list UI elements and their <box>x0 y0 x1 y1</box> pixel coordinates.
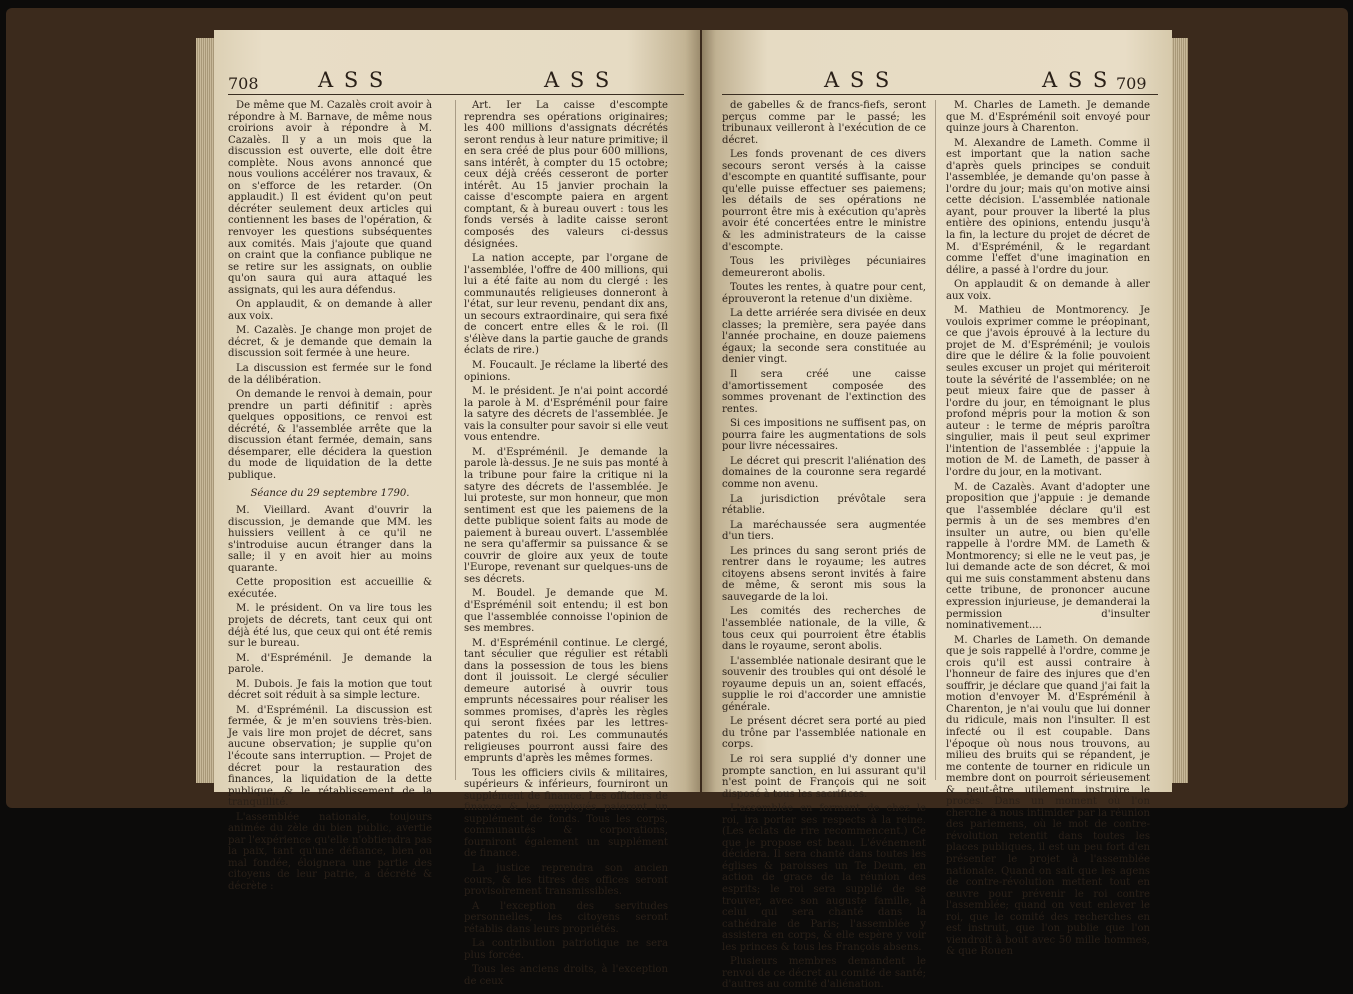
paragraph: La discussion est fermée sur le fond de la délibération. <box>228 363 432 386</box>
running-head: A S S <box>544 68 612 92</box>
running-head: A S S <box>824 68 892 92</box>
paragraph: de gabelles & de francs-fiefs, seront perçus comme par le passé; les tribunaux veilleront à l'exécution de ce décret. <box>722 100 926 146</box>
paragraph: M. Foucault. Je réclame la liberté des opinions. <box>464 360 668 383</box>
paragraph: M. d'Espréménil continue. Le clergé, tant séculier que régulier est rétabli dans la possession de tous les biens dont il jouissoit. Le clergé séculier demeure autorisé à ouvrir tous emprunts nécessaires pour réaliser les sommes promises, d'après les règles qui seront fixées par les lettres-patentes du roi. Les communautés religieuses pourront aussi faire des emprunts d'après les mêmes formes. <box>464 637 668 765</box>
paragraph: Tous les officiers civils & militaires, supérieurs & inférieurs, fourniront un supplément de finance. Les officiers de finance & les employés paieront un supplément de fonds. Tous les corps, communautés & corporations, fourniront également un supplément de finance. <box>464 767 668 860</box>
left-page-edges <box>196 38 214 783</box>
book <box>6 8 1348 991</box>
paragraph: M. le président. On va lire tous les projets de décrets, tant ceux qui ont déjà été lus, que ceux qui ont été remis sur le bureau. <box>228 603 432 650</box>
header-rule <box>228 94 684 95</box>
paragraph: M. d'Espréménil. Je demande la parole. <box>228 652 432 676</box>
paragraph: La dette arriérée sera divisée en deux classes; la première, sera payée dans l'année prochaine, en douze paiemens égaux; la seconde sera constituée au denier vingt. <box>722 308 926 366</box>
paragraph: La contribution patriotique ne sera plus forcée. <box>464 938 668 961</box>
paragraph: M. Vieillard. Avant d'ouvrir la discussion, je demande que MM. les huissiers veillent à ce qu'il ne s'introduise aucun étranger dans la salle; il y en avoit hier au moins quarante. <box>228 505 432 574</box>
paragraph: Le décret qui prescrit l'aliénation des domaines de la couronne sera regardé comme non avenu. <box>722 455 926 490</box>
text-column <box>228 100 432 896</box>
paragraph: Les fonds provenant de ces divers secours seront versés à la caisse d'escompte en quantité suffisante, pour qu'elle puisse effectuer ses paiemens; les détails de ses opérations ne pourront être mis à exécution qu'après avoir été concertées entre le ministre & les administrateurs de la caisse d'escompte. <box>722 149 926 253</box>
paragraph: L'assemblée nationale, toujours animée du zèle du bien public, avertie par l'expérience qu'elle n'obtiendra pas la paix, tant qu'une défiance, bien ou mal fondée, éloignera une partie des citoyens de leur patrie, a décrété & décrète : <box>228 811 432 892</box>
paragraph: On demande le renvoi à demain, pour prendre un parti définitif : après quelques oppositions, ce renvoi est décrété, & l'assemblée arrête que la discussion étant fermée, demain, sans désemparer, elle décidera la question du mode de liquidation de la dette publique. <box>228 389 432 481</box>
paragraph: Les princes du sang seront priés de rentrer dans le royaume; les autres citoyens absens seront invités à faire de même, & seront mis sous la sauvegarde de la loi. <box>722 545 926 603</box>
paragraph: Il sera créé une caisse d'amortissement composée des sommes provenant de l'extinction des rentes. <box>722 369 926 415</box>
paragraph: Le présent décret sera porté au pied du trône par l'assemblée nationale en corps. <box>722 716 926 751</box>
paragraph: Les comités des recherches de l'assemblée nationale, de la ville, & tous ceux qui pourroient être établis dans le royaume, seront abolis. <box>722 606 926 653</box>
text-column <box>946 100 1150 961</box>
paragraph: M. Mathieu de Montmorency. Je voulois exprimer comme le préopinant, ce que j'avois éprouvé à la lecture du projet de M. d'Espréménil; je voulois dire que le délire & la folie pouvoient seules excuser un projet qui mériteroit toute la sévérité de l'assemblée; on ne peut mieux faire que de passer à l'ordre du jour, en témoignant le plus profond mépris pour la motion & son auteur : le terme de mépris paroîtra singulier, mais il peut seul exprimer l'intention de l'assemblée : j'appuie la motion de M. de Lameth, de passer à l'ordre du jour, en la motivant. <box>946 305 1150 478</box>
paragraph: M. Dubois. Je fais la motion que tout décret soit réduit à sa simple lecture. <box>228 678 432 702</box>
paragraph: On applaudit, & on demande à aller aux voix. <box>228 299 432 322</box>
paragraph: M. le président. Je n'ai point accordé la parole à M. d'Espréménil pour faire la satyre des décrets de l'assemblée. Je vais la consulter pour savoir si elle veut vous entendre. <box>464 386 668 444</box>
left-page <box>214 30 700 987</box>
right-page-edges <box>1172 38 1188 783</box>
paragraph: L'assemblée nationale desirant que le souvenir des troubles qui ont désolé le royaume depuis un an, soient effacés, supplie le roi d'accorder une amnistie générale. <box>722 655 926 713</box>
paragraph: On applaudit & on demande à aller aux voix. <box>946 279 1150 302</box>
paragraph: M. Alexandre de Lameth. Comme il est important que la nation sache d'après quels principes se conduit l'assemblée, je demande qu'on passe à l'ordre du jour; mais qu'on motive ainsi cette décision. L'assemblée nationale ayant, pour prouver la liberté la plus entière des opinions, entendu jusqu'à la fin, la lecture du projet de décret de M. d'Espréménil, & le regardant comme l'effet d'une imagination en délire, a passé à l'ordre du jour. <box>946 137 1150 276</box>
column-divider <box>455 100 456 780</box>
column-divider <box>935 100 936 780</box>
paragraph: La jurisdiction prévôtale sera rétablie. <box>722 493 926 517</box>
paragraph: Cette proposition est accueillie & exécutée. <box>228 577 432 600</box>
paragraph: Toutes les rentes, à quatre pour cent, éprouveront la retenue d'un dixième. <box>722 282 926 305</box>
paragraph: M. Cazalès. Je change mon projet de décret, & je demande que demain la discussion soit fermée à une heure. <box>228 325 432 360</box>
page-number: 708 <box>228 74 259 93</box>
paragraph: La justice reprendra son ancien cours, & les titres des offices seront provisoirement transmissibles. <box>464 863 668 898</box>
paragraph: M. Charles de Lameth. On demande que je sois rappellé à l'ordre, comme je crois qu'il est aussi contraire à l'honneur de faire des injures que d'en souffrir, je déclare que quand j'ai fait la motion d'envoyer M. d'Espréménil à Charenton, je n'ai voulu que lui donner du ridicule, mais non l'insulter. Il est infecté ou il est coupable. Dans l'époque où nous nous trouvons, au milieu des bruits qui se répandent, je me contente de tourner en ridicule un membre dont on pourroit sérieusement & peut-être utilement instruire le procès. Dans un moment où l'on cherche à nous intimider par la réunion des parlemens, où le mot de contre-révolution retentit dans toutes les places publiques, il est un peu fort d'en présenter le projet à l'assemblée nationale. Quand on sait que les agens de contre-révolution mettent tout en œuvre pour prévenir le roi contre l'assemblée; quand on veut enlever le roi, que le comité des recherches en est instruit, que l'on publie que l'on viendroit à bout avec 50 mille hommes, & que Rouen <box>946 634 1150 958</box>
paragraph: M. d'Espréménil. Je demande la parole là-dessus. Je ne suis pas monté à la tribune pour faire la critique ni la satyre des décrets de l'assemblée. Je lui proteste, sur mon honneur, que mon sentiment est que les paiemens de la dette publique soient faits au mode de paiement à bureau ouvert. L'assemblée ne sera qu'affermir sa puissance & se couvrir de gloire aux yeux de toute l'Europe, revenant sur quelques-uns de ses décrets. <box>464 446 668 585</box>
paragraph: Si ces impositions ne suffisent pas, on pourra faire les augmentations de sols pour livre nécessaires. <box>722 418 926 453</box>
page-number: 709 <box>1116 74 1147 93</box>
paragraph: Tous les anciens droits, à l'exception de ceux <box>464 964 668 987</box>
running-head: A S S <box>318 68 386 92</box>
text-column <box>722 100 926 994</box>
paragraph: L'assemblée en formant de chez le roi, ira porter ses respects à la reine. (Les éclats de rire recommencent.) Ce que je propose est beau. L'événement décidera. Il sera chanté dans toutes les églises & paroisses un Te Deum, en action de grace de la réunion des esprits; le roi sera supplié de se trouver, avec son auguste famille, à celui qui sera chanté dans la cathédrale de Paris; l'assemblée y assistera en corps, & elle espère y voir les princes & tous les François absens. <box>722 803 926 953</box>
paragraph: Le roi sera supplié d'y donner une prompte sanction, en lui assurant qu'il n'est point de François qui ne soit disposé à tous les sacrifices. <box>722 753 926 800</box>
paragraph: M. Boudel. Je demande que M. d'Espréménil soit entendu; il est bon que l'assemblée connoisse l'opinion de ses membres. <box>464 588 668 635</box>
paragraph: Séance du 29 septembre 1790. <box>250 487 410 499</box>
text-column <box>464 100 668 990</box>
paragraph: M. d'Espréménil. La discussion est fermée, & je m'en souviens très-bien. Je vais lire mon projet de décret, sans aucune observation; je supplie qu'on l'écoute sans interruption. — Projet de décret pour la restauration des finances, la liquidation de la dette publique, & le rétablissement de la tranquillité. <box>228 704 432 809</box>
paragraph: La maréchaussée sera augmentée d'un tiers. <box>722 519 926 543</box>
running-head: A S S <box>1042 68 1110 92</box>
paragraph: M. Charles de Lameth. Je demande que M. d'Espréménil soit envoyé pour quinze jours à Charenton. <box>946 100 1150 135</box>
paragraph: A l'exception des servitudes personnelles, les citoyens seront rétablis dans leurs propriétés. <box>464 900 668 935</box>
paragraph: La nation accepte, par l'organe de l'assemblée, l'offre de 400 millions, qui lui a été faite au nom du clergé : les communautés religieuses donneront à l'état, sur leur revenu, pendant dix ans, un secours extraordinaire, qui sera fixé de concert entre elles & le roi. (Il s'élève dans la partie gauche de grands éclats de rire.) <box>464 253 668 357</box>
paragraph: Tous les privilèges pécuniaires demeureront abolis. <box>722 256 926 279</box>
header-rule <box>722 94 1158 95</box>
paragraph: Plusieurs membres demandent le renvoi de ce décret au comité de santé; d'autres au comité d'aliénation. <box>722 956 926 991</box>
paragraph: Art. Ier La caisse d'escompte reprendra ses opérations originaires; les 400 millions d'assignats décrétés seront rendus à leur nature primitive; il en sera créé de plus pour 600 millions, sans intérêt, à compter du 15 octobre; ceux déjà créés cesseront de porter intérêt. Au 15 janvier prochain la caisse d'escompte paiera en argent comptant, & à bureau ouvert : tous les fonds versés à ladite caisse seront composés des valeurs ci-dessus désignées. <box>464 100 668 250</box>
right-page <box>702 30 1172 991</box>
paragraph: De même que M. Cazalès croit avoir à répondre à M. Barnave, de même nous croirions avoir à répondre à M. Cazalès. Il y a un mois que la discussion est ouverte, elle doit être complète. Nous avons annoncé que nous voulions accélérer nos travaux, & on s'efforce de les retarder. (On applaudit.) Il est évident qu'on peut décréter seulement deux articles qui contiennent les bases de l'opération, & renvoyer les questions subséquentes aux comités. Mais j'ajoute que quand on craint que la confiance publique ne se retire sur les assignats, on oublie qu'on saura qui aura attaqué les assignats, qui les aura défendus. <box>228 100 432 296</box>
paragraph: M. de Cazalès. Avant d'adopter une proposition que j'appuie : je demande que l'assemblée déclare qu'il est permis à un de ses membres d'en insulter un autre, ou bien qu'elle rappelle à l'ordre MM. de Lameth & Montmorency; si elle ne le veut pas, je lui demande acte de son décret, & moi qui me suis constamment abstenu dans cette tribune, de prononcer aucune expression injurieuse, je demanderai la permission d'insulter nominativement.... <box>946 481 1150 632</box>
